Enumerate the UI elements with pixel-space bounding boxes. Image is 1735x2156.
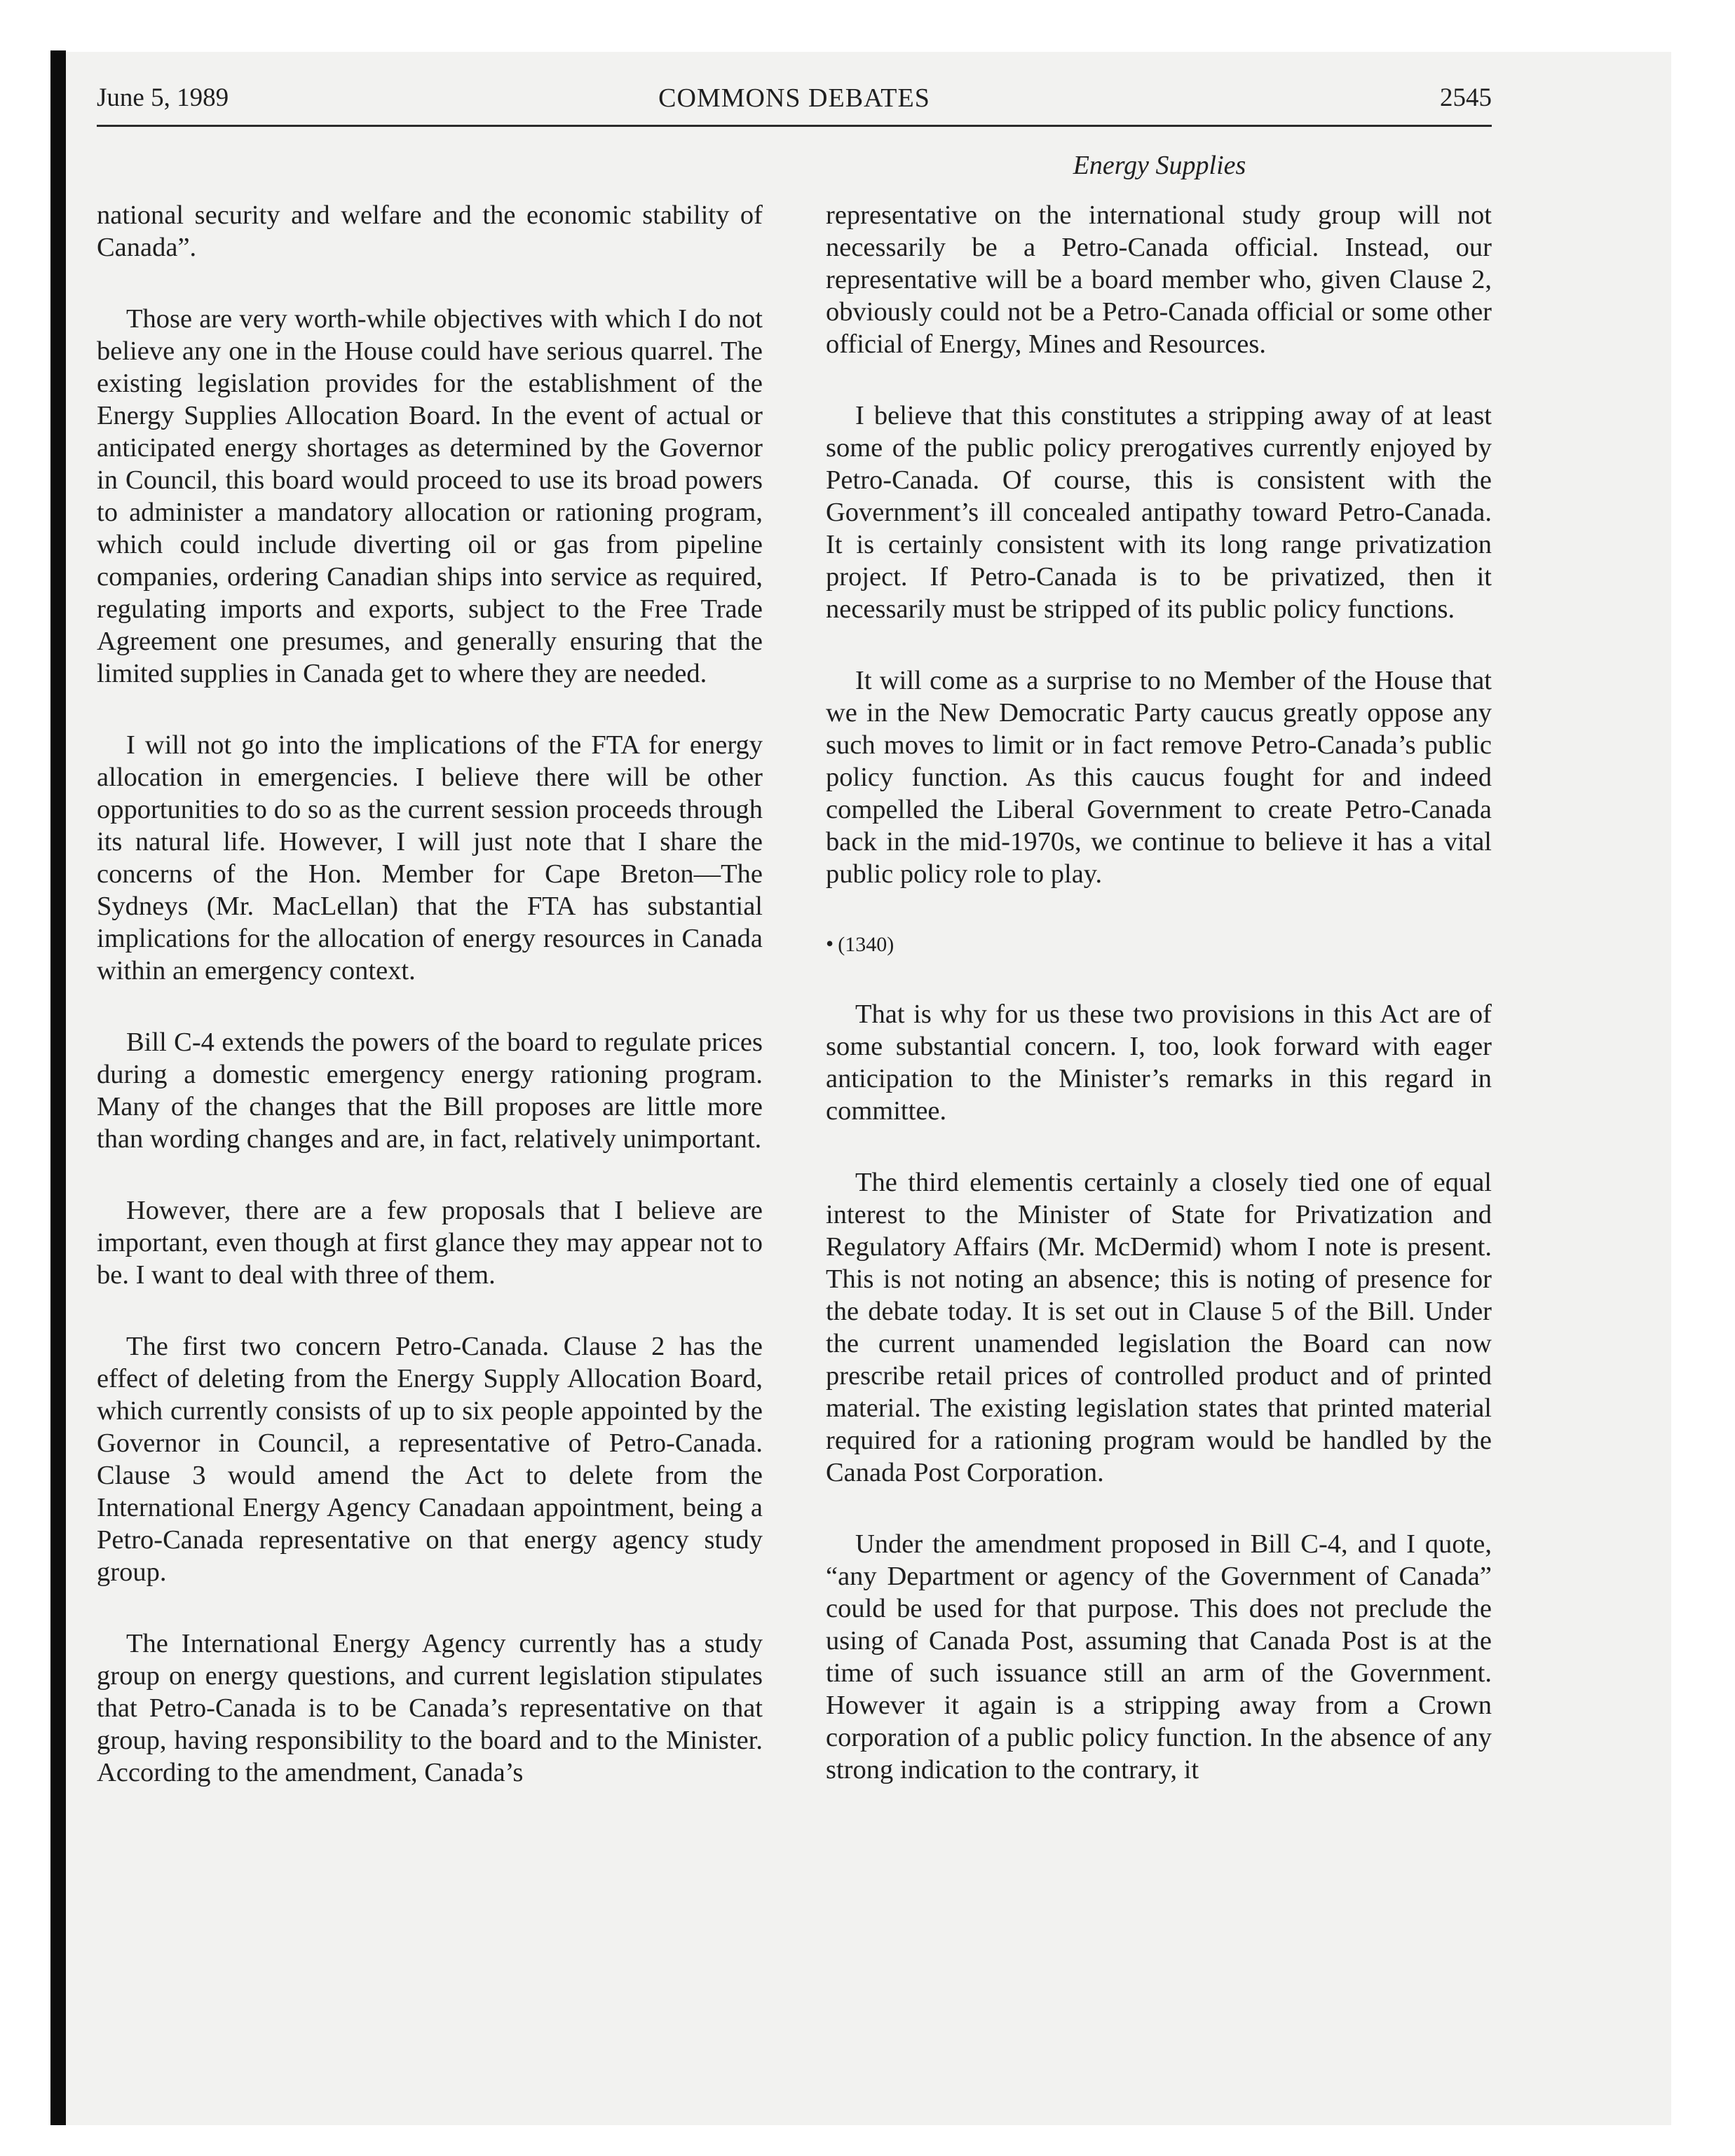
paragraph: The third elementis certainly a closely tied one of equal interest to the Minister of State for Privatization and Regulatory Affairs (Mr. McDermid) whom I note is present. This is not noting an absence; this is noting of presence for the debate today. It is set out in Clause 5 of the Bill. Under the current unamended legislation the Board can now prescribe retail prices of controlled product and of printed material. The existing legislation states that printed material required for a rationing program would be handled by the Canada Post Corporation.: [826, 1168, 1492, 1487]
paragraph: It will come as a surprise to no Member of the House that we in the New Democratic Party caucus greatly oppose any such moves to limit or in fact remove Petro-Canada’s public policy function. As this caucus fought for and indeed compelled the Liberal Government to create Petro-Canada back in the mid-1970s, we continue to believe it has a vital public policy role to play.: [826, 666, 1492, 889]
paragraph: national security and welfare and the economic stability of Canada”.: [97, 200, 763, 262]
paragraph: Under the amendment proposed in Bill C-4, and I quote, “any Department or agency of the Government of Canada” could be used for that purpose. This does not preclude the using of Canada Post, assuming that Canada Post is at the time of such issuance still an arm of the Government. However it again is a stripping away from a Crown corporation of a public policy function. In the absence of any strong indication to the contrary, it: [826, 1529, 1492, 1785]
paragraph: I believe that this constitutes a stripping away of at least some of the public policy prerogatives currently enjoyed by Petro-Canada. Of course, this is consistent with the Government’s ill concealed antipathy toward Petro-Canada. It is certainly consistent with its long range privatization project. If Petro-Canada is to be privatized, then it necessarily must be stripped of its public policy functions.: [826, 401, 1492, 624]
paragraph: Those are very worth-while objectives with which I do not believe any one in the House could have serious quarrel. The existing legislation provides for the establishment of the Energy Supplies Allocation Board. In the event of actual or anticipated energy shortages as determined by the Governor in Council, this board would proceed to use its broad powers to administer a mandatory allocation or rationing program, which could include diverting oil or gas from pipeline companies, ordering Canadian ships into service as required, regulating imports and exports, subject to the Free Trade Agreement one presumes, and generally ensuring that the limited supplies in Canada get to where they are needed.: [97, 304, 763, 688]
header-rule: [97, 125, 1492, 127]
paragraph: However, there are a few proposals that I believe are important, even though at first glance they may appear not to be. I want to deal with three of them.: [97, 1196, 763, 1290]
header-page-number: 2545: [1440, 83, 1492, 112]
time-marker: [826, 929, 1492, 959]
paragraph: That is why for us these two provisions in this Act are of some substantial concern. I, too, look forward with eager anticipation to the Minister’s remarks in this regard in committee.: [826, 999, 1492, 1126]
header-title: COMMONS DEBATES: [658, 83, 930, 113]
right-column: [826, 199, 1492, 1786]
paragraph: Bill C-4 extends the powers of the board to regulate prices during a domestic emergency energy rationing program. Many of the changes that the Bill proposes are little more than wording changes and are, in fact, relatively unimportant.: [97, 1028, 763, 1154]
bullet-icon: •: [826, 931, 834, 956]
header-date: June 5, 1989: [97, 83, 229, 112]
page-header: [97, 83, 1492, 122]
paragraph: The International Energy Agency currently has a study group on energy questions, and current legislation stipulates that Petro-Canada is to be Canada’s representative on that group, having responsibility to the board and to the Minister. According to the amendment, Canada’s: [97, 1629, 763, 1787]
left-column: [97, 199, 763, 1789]
paragraph: representative on the international study group will not necessarily be a Petro-Canada official. Instead, our representative will be a board member who, given Clause 2, obviously could not be a Petro-Canada official or some other official of Energy, Mines and Resources.: [826, 200, 1492, 359]
paragraph: I will not go into the implications of the FTA for energy allocation in emergencies. I believe there will be other opportunities to do so as the current session proceeds through its natural life. However, I will just note that I share the concerns of the Hon. Member for Cape Breton—The Sydneys (Mr. MacLellan) that the FTA has substantial implications for the allocation of energy resources in Canada within an emergency context.: [97, 730, 763, 985]
scan-edge: [50, 50, 66, 2125]
paragraph: The first two concern Petro-Canada. Clause 2 has the effect of deleting from the Energy Supply Allocation Board, which currently consists of up to six people appointed by the Governor in Council, a representative of Petro-Canada. Clause 3 would amend the Act to delete from the International Energy Agency Canadaan appointment, being a Petro-Canada representative on that energy agency study group.: [97, 1332, 763, 1587]
section-title: Energy Supplies: [1073, 151, 1246, 180]
time-marker-label: (1340): [838, 933, 894, 956]
